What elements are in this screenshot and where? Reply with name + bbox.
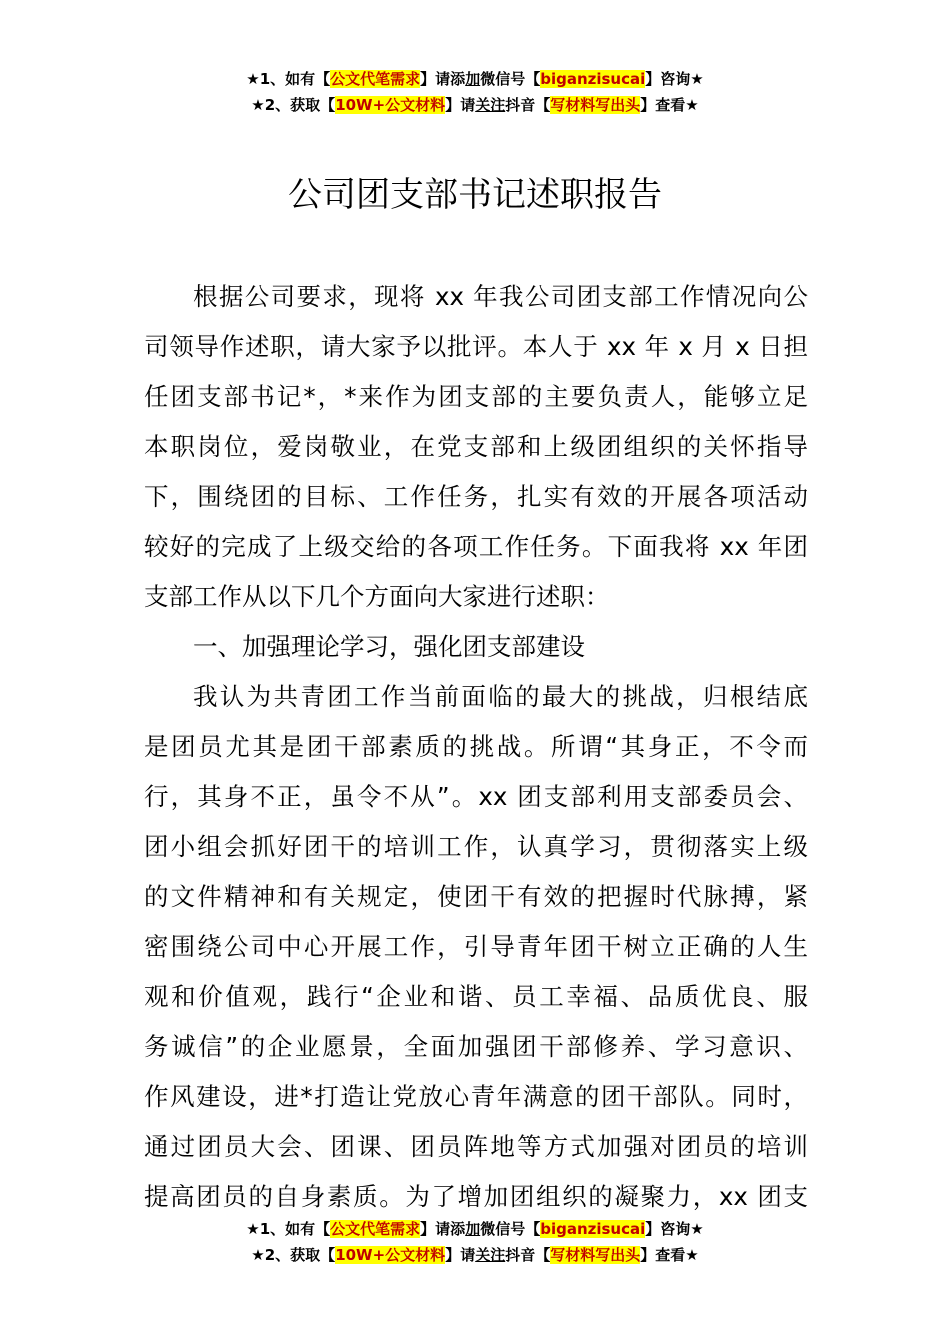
banner-text: 抖音【 xyxy=(505,96,551,114)
banner-underline: 加 xyxy=(465,1220,481,1238)
banner-highlight: 10W+公文材料 xyxy=(335,1246,446,1264)
banner-underline: 关注 xyxy=(475,96,506,114)
paragraph-2 xyxy=(144,672,808,1222)
banner-highlight: 10W+公文材料 xyxy=(335,96,446,114)
banner-text: ★1、如有【 xyxy=(246,1220,331,1238)
text-line: 观和价值观，践行“企业和谐、员工幸福、品质优良、服 xyxy=(144,982,808,1011)
banner-text: 抖音【 xyxy=(505,1246,551,1264)
text-line: 行，其身不正，虽令不从”。xx 团支部利用支部委员会、 xyxy=(144,782,808,811)
banner-text: ★2、获取【 xyxy=(251,1246,336,1264)
text-line: 作风建设，进*打造让党放心青年满意的团干部队。同时， xyxy=(144,1082,808,1111)
banner-text: ★2、获取【 xyxy=(251,96,336,114)
banner-text: 】查看★ xyxy=(640,1246,699,1264)
banner-underline: 加 xyxy=(465,70,481,88)
banner-highlight: 写材料写出头 xyxy=(550,1246,641,1264)
banner-line-1 xyxy=(0,1216,950,1242)
text-line: 司领导作述职，请大家予以批评。本人于 xx 年 x 月 x 日担 xyxy=(144,332,808,361)
banner-text: 】咨询★ xyxy=(645,1220,704,1238)
banner-text: 】咨询★ xyxy=(645,70,704,88)
banner-line-2 xyxy=(0,1242,950,1268)
text-line: 我认为共青团工作当前面临的最大的挑战，归根结底 xyxy=(193,682,808,711)
text-line: 提高团员的自身素质。为了增加团组织的凝聚力，xx 团支 xyxy=(144,1182,808,1211)
banner-highlight: biganzisucai xyxy=(540,70,646,88)
banner-highlight: 公文代笔需求 xyxy=(330,1220,421,1238)
banner-text: 】请添 xyxy=(420,70,466,88)
banner-text: 】请 xyxy=(445,1246,476,1264)
text-line: 通过团员大会、团课、团员阵地等方式加强对团员的培训 xyxy=(144,1132,808,1161)
text-line: 根据公司要求，现将 xx 年我公司团支部工作情况向公 xyxy=(193,282,808,311)
paragraph-1 xyxy=(144,272,808,622)
text-line: 本职岗位，爱岗敬业，在党支部和上级团组织的关怀指导 xyxy=(144,432,808,461)
banner-text: 微信号【 xyxy=(480,70,541,88)
text-line: 的文件精神和有关规定，使团干有效的把握时代脉搏，紧 xyxy=(144,882,808,911)
banner-text: 】请 xyxy=(445,96,476,114)
banner-text: 微信号【 xyxy=(480,1220,541,1238)
banner-line-2 xyxy=(0,92,950,118)
text-line: 较好的完成了上级交给的各项工作任务。下面我将 xx 年团 xyxy=(144,532,808,561)
text-line: 是团员尤其是团干部素质的挑战。所谓“其身正，不令而 xyxy=(144,732,808,761)
text-line: 支部工作从以下几个方面向大家进行述职： xyxy=(144,582,610,611)
banner-line-1 xyxy=(0,66,950,92)
header-banner xyxy=(0,66,950,118)
text-line: 团小组会抓好团干的培训工作，认真学习，贯彻落实上级 xyxy=(144,832,808,861)
text-line: 下，围绕团的目标、工作任务，扎实有效的开展各项活动 xyxy=(144,482,808,511)
text-line: 密围绕公司中心开展工作，引导青年团干树立正确的人生 xyxy=(144,932,808,961)
text-line: 务诚信”的企业愿景，全面加强团干部修养、学习意识、 xyxy=(144,1032,808,1061)
banner-text: ★1、如有【 xyxy=(246,70,331,88)
banner-highlight: 公文代笔需求 xyxy=(330,70,421,88)
footer-banner xyxy=(0,1216,950,1268)
banner-underline: 关注 xyxy=(475,1246,506,1264)
banner-text: 】请添 xyxy=(420,1220,466,1238)
banner-highlight: 写材料写出头 xyxy=(550,96,641,114)
banner-text: 】查看★ xyxy=(640,96,699,114)
document-title: 公司团支部书记述职报告 xyxy=(288,175,662,215)
section-heading-1: 一、加强理论学习，强化团支部建设 xyxy=(193,632,585,661)
document-body xyxy=(144,272,808,1222)
banner-highlight: biganzisucai xyxy=(540,1220,646,1238)
text-line: 任团支部书记*，*来作为团支部的主要负责人，能够立足 xyxy=(144,382,808,411)
